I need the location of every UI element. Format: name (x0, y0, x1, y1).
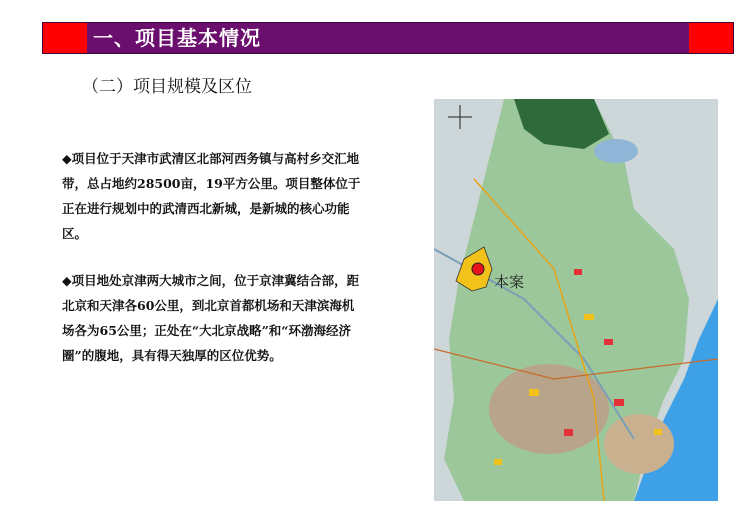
site-label: 本案 (494, 273, 525, 291)
title-accent-right (689, 23, 733, 53)
page-title: 一、项目基本情况 (93, 26, 261, 50)
map-image (434, 99, 718, 501)
paragraph-location: ◆项目位于天津市武清区北部河西务镇与高村乡交汇地带，总占地约28500亩，19平方公里。项目整体位于正在进行规划中的武清西北新城，是新城的核心功能区。 (62, 151, 361, 241)
location-map (434, 99, 718, 501)
title-accent-left (43, 23, 87, 53)
description (62, 146, 362, 390)
section-subtitle: （二）项目规模及区位 (82, 77, 252, 97)
paragraph-advantage: ◆项目地处京津两大城市之间，位于京津冀结合部，距北京和天津各60公里，到北京首都机场和天津滨海机场各为65公里；正处在“大北京战略”和“环渤海经济圈”的腹地，具有得天独厚的区位优势。 (62, 273, 360, 363)
title-bar (42, 22, 734, 54)
